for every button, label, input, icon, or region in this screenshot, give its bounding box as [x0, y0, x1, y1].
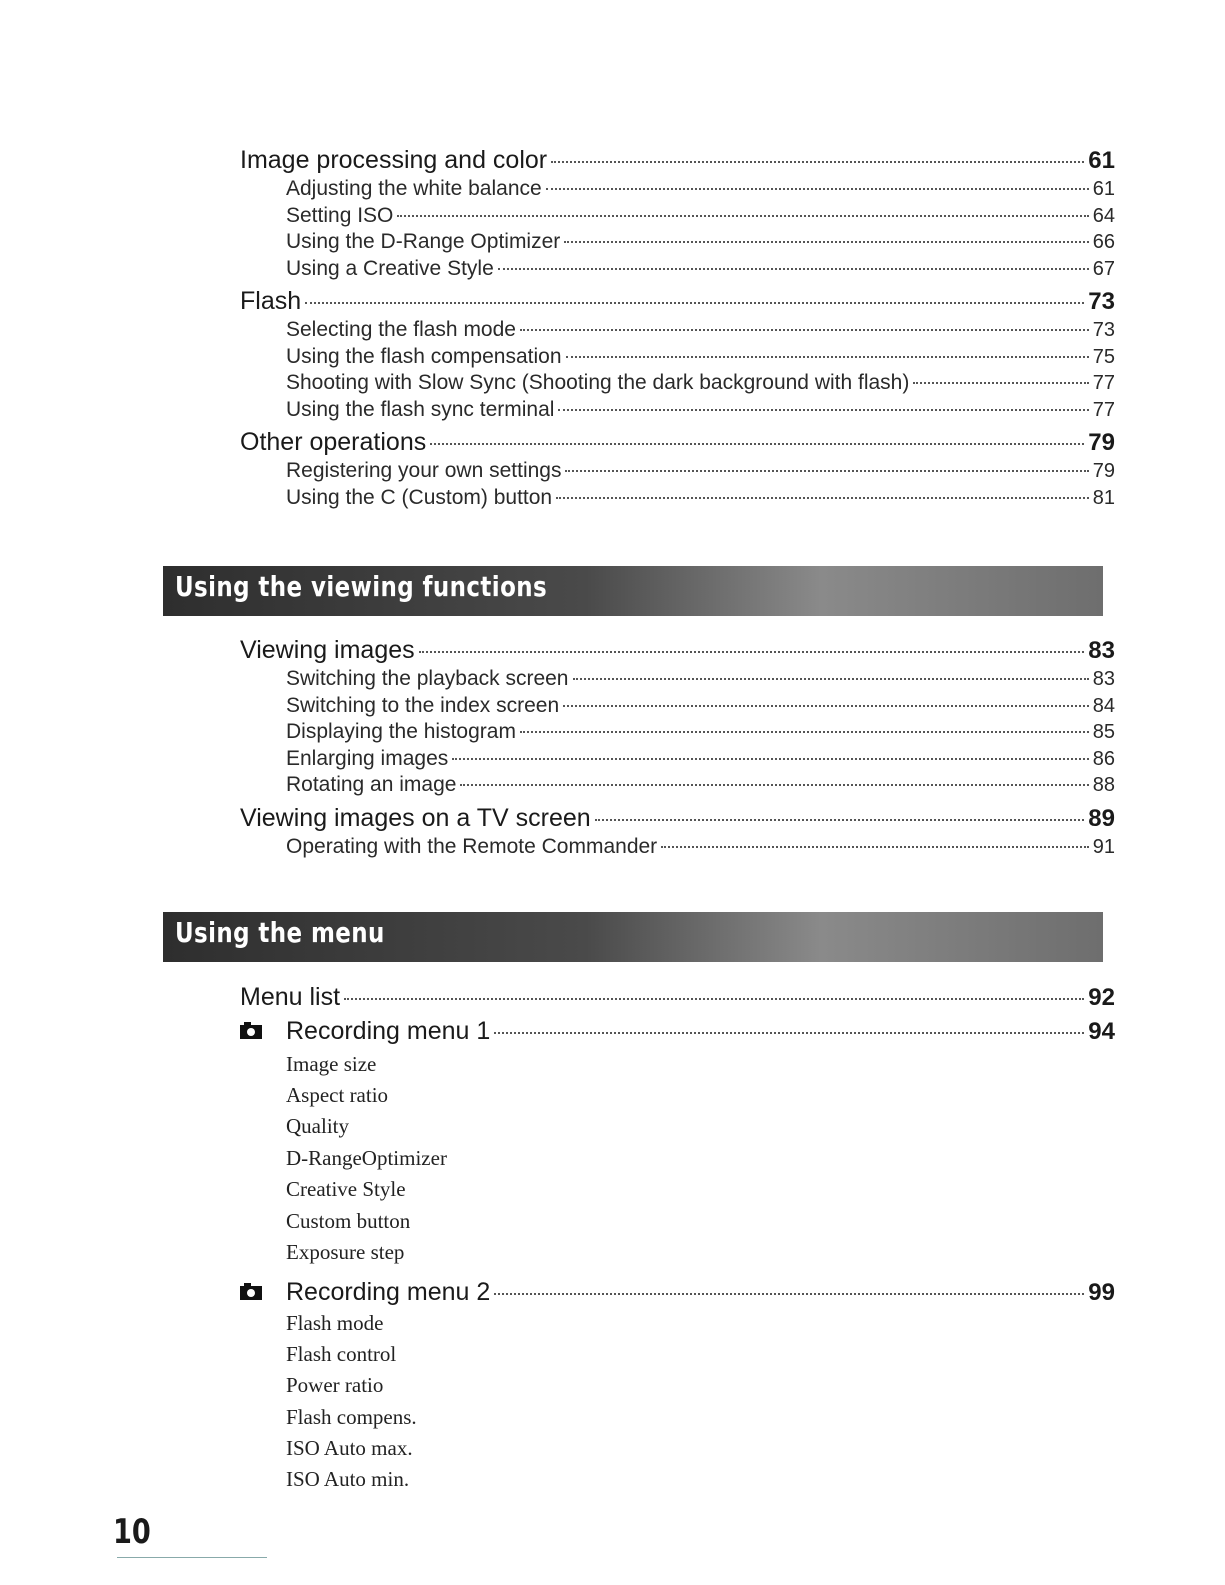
toc-item[interactable] — [240, 229, 1115, 256]
toc-page-number: 89 — [1088, 804, 1115, 832]
toc-heading-title: Flash — [240, 287, 302, 315]
toc-item[interactable] — [240, 666, 1115, 693]
footer-rule — [117, 1557, 267, 1558]
leader-dots — [419, 651, 1085, 653]
toc-page-number: 67 — [1092, 257, 1115, 280]
toc-item-title: Displaying the histogram — [286, 720, 516, 743]
leader-dots — [498, 268, 1089, 270]
toc-page-number: 75 — [1092, 345, 1115, 368]
toc-item[interactable] — [240, 693, 1115, 720]
leader-dots — [551, 161, 1084, 163]
section-band-title: Using the menu — [175, 916, 385, 949]
toc-item-title: Operating with the Remote Commander — [286, 834, 658, 858]
toc-item-title: Adjusting the white balance — [286, 177, 542, 200]
leader-dots — [563, 705, 1089, 707]
toc-item-title: Switching the playback screen — [286, 667, 569, 690]
menu-item[interactable]: Aspect ratio — [286, 1083, 389, 1107]
toc-item[interactable] — [240, 458, 1115, 485]
leader-dots — [344, 998, 1084, 1000]
toc-item[interactable] — [240, 746, 1115, 773]
menu-item[interactable]: ISO Auto max. — [286, 1436, 413, 1460]
toc-page-number: 77 — [1092, 398, 1115, 421]
leader-dots — [520, 731, 1089, 733]
toc-page-number: 85 — [1092, 721, 1115, 743]
toc-menu-list — [240, 978, 1115, 1013]
toc-page-number: 73 — [1088, 288, 1115, 315]
toc-item[interactable] — [240, 256, 1115, 283]
leader-dots — [913, 382, 1088, 384]
toc-item[interactable] — [240, 317, 1115, 344]
toc-item[interactable] — [240, 370, 1115, 397]
leader-dots — [520, 329, 1089, 331]
leader-dots — [460, 784, 1088, 786]
toc-item[interactable] — [240, 203, 1115, 230]
menu-item[interactable]: D-RangeOptimizer — [286, 1146, 447, 1170]
toc-item[interactable] — [240, 485, 1115, 512]
toc-item[interactable] — [240, 397, 1115, 424]
leader-dots — [430, 443, 1084, 445]
toc-item[interactable] — [240, 834, 1115, 861]
menu-item[interactable]: Flash mode — [286, 1311, 384, 1335]
toc-heading[interactable] — [240, 145, 1115, 176]
toc-page-number: 91 — [1092, 835, 1115, 858]
toc-page-number: 83 — [1092, 668, 1115, 690]
toc-page-number: 84 — [1092, 694, 1115, 717]
toc-page-number: 92 — [1088, 984, 1115, 1011]
toc-item-title: Using the D-Range Optimizer — [286, 230, 561, 253]
toc-page-number: 73 — [1092, 319, 1115, 341]
toc-page-number: 79 — [1092, 460, 1115, 482]
toc-item-title: Using the C (Custom) button — [286, 485, 553, 509]
toc-page-number: 79 — [1088, 429, 1115, 456]
toc-heading[interactable] — [240, 635, 1115, 666]
menu-item[interactable]: Custom button — [286, 1209, 411, 1233]
toc-page-number: 83 — [1088, 637, 1115, 664]
toc-heading-title: Viewing images on a TV screen — [240, 803, 591, 832]
toc-item-title: Enlarging images — [286, 746, 449, 770]
leader-dots — [565, 470, 1088, 472]
leader-dots — [564, 241, 1088, 243]
toc-item-title: Using the flash compensation — [286, 344, 562, 368]
toc-item[interactable] — [240, 176, 1115, 203]
leader-dots — [573, 678, 1089, 680]
menu-item[interactable]: Flash compens. — [286, 1405, 417, 1429]
toc-heading-title: Viewing images — [240, 636, 415, 664]
leader-dots — [494, 1032, 1084, 1034]
toc-page-number: 77 — [1092, 372, 1115, 394]
toc-page-number: 66 — [1092, 231, 1115, 253]
page-number: 10 — [113, 1512, 151, 1552]
camera-icon — [240, 1277, 262, 1295]
toc-item-title: Setting ISO — [286, 203, 394, 227]
toc-page-number: 64 — [1092, 204, 1115, 227]
menu-item[interactable]: ISO Auto min. — [286, 1467, 410, 1491]
toc-item-title: Selecting the flash mode — [286, 318, 516, 341]
leader-dots — [452, 758, 1088, 760]
menu-item[interactable]: Creative Style — [286, 1177, 406, 1201]
leader-dots — [558, 409, 1088, 411]
toc-heading-recording-menu-1[interactable] — [240, 1016, 1115, 1047]
toc-item-title: Using a Creative Style — [286, 256, 494, 280]
menu-item[interactable]: Power ratio — [286, 1373, 384, 1397]
toc-viewing — [240, 631, 1115, 860]
leader-dots — [397, 215, 1088, 217]
toc-item-title: Shooting with Slow Sync (Shooting the dark background with flash) — [286, 371, 910, 394]
menu-item[interactable]: Image size — [286, 1052, 377, 1076]
toc-page-number: 94 — [1088, 1018, 1115, 1045]
toc-item[interactable] — [240, 344, 1115, 371]
toc-page-number: 81 — [1092, 486, 1115, 509]
toc-heading[interactable] — [240, 286, 1115, 317]
leader-dots — [305, 302, 1084, 304]
toc-page-number: 61 — [1088, 147, 1115, 174]
leader-dots — [494, 1293, 1084, 1295]
menu-item[interactable]: Quality — [286, 1114, 349, 1138]
menu-item[interactable]: Flash control — [286, 1342, 397, 1366]
toc-item-title: Rotating an image — [286, 773, 457, 796]
section-band-title: Using the viewing functions — [175, 570, 548, 603]
toc-page-number: 86 — [1092, 747, 1115, 770]
toc-heading-title: Image processing and color — [240, 146, 548, 174]
toc-heading-title: Menu list — [240, 983, 341, 1011]
toc-heading-recording-menu-2[interactable] — [240, 1277, 1115, 1308]
toc-heading-title: Other operations — [240, 428, 427, 456]
menu-item[interactable]: Exposure step — [286, 1240, 405, 1264]
leader-dots — [595, 819, 1085, 821]
toc-item[interactable] — [240, 772, 1115, 799]
leader-dots — [556, 497, 1089, 499]
toc-page-number: 88 — [1092, 774, 1115, 796]
toc-page-number: 61 — [1092, 178, 1115, 200]
toc-page-number: 99 — [1088, 1279, 1115, 1306]
toc-heading[interactable] — [240, 982, 1115, 1013]
leader-dots — [661, 846, 1089, 848]
toc-item-title: Registering your own settings — [286, 459, 562, 482]
toc-item-title: Switching to the index screen — [286, 693, 560, 717]
camera-icon — [240, 1016, 262, 1034]
toc-heading[interactable] — [240, 803, 1115, 834]
section-band-viewing — [163, 566, 1103, 616]
toc-top — [240, 141, 1115, 511]
toc-item-title: Using the flash sync terminal — [286, 397, 555, 421]
section-band-menu — [163, 912, 1103, 962]
toc-heading[interactable] — [240, 427, 1115, 458]
leader-dots — [566, 356, 1089, 358]
toc-heading-title: Recording menu 1 — [286, 1017, 491, 1045]
toc-heading-title: Recording menu 2 — [286, 1278, 491, 1306]
leader-dots — [546, 188, 1089, 190]
toc-item[interactable] — [240, 719, 1115, 746]
